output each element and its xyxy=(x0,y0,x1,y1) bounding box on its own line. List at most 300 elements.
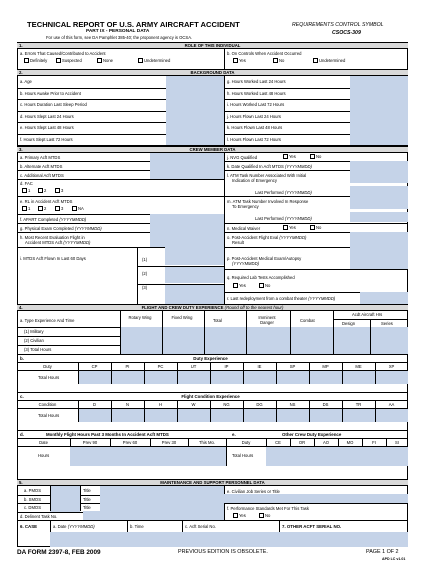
col-imminent: Imminent Danger xyxy=(258,315,276,325)
other-duty-col: Duty xyxy=(241,440,251,445)
option-label: No xyxy=(279,58,285,63)
checkbox[interactable] xyxy=(38,188,43,193)
case-time-field[interactable] xyxy=(127,532,182,547)
divider xyxy=(210,400,211,422)
duty-cell[interactable] xyxy=(342,370,375,384)
rl-2[interactable] xyxy=(38,206,46,211)
background-field-left[interactable] xyxy=(166,76,224,88)
mos-title-label: Title xyxy=(83,488,91,493)
duty-col: IE xyxy=(257,364,262,369)
checkbox[interactable] xyxy=(310,154,315,159)
experience-cell[interactable] xyxy=(120,345,162,354)
rl-3[interactable] xyxy=(55,206,63,211)
monthly-cell[interactable] xyxy=(70,446,110,466)
acft-serial-field[interactable] xyxy=(182,532,279,547)
section-2-number: 2. xyxy=(19,70,23,75)
checkbox[interactable] xyxy=(72,206,77,211)
col-combat: Combat xyxy=(300,318,315,323)
experience-cell[interactable] xyxy=(120,336,162,345)
divider xyxy=(204,311,205,354)
condition-cell[interactable] xyxy=(78,408,111,422)
medical-waiver-label: n. Medical Waiver xyxy=(227,226,261,231)
atm-response-field[interactable] xyxy=(350,196,408,209)
condition-cell[interactable] xyxy=(276,408,309,422)
divider xyxy=(144,400,145,422)
background-field-left[interactable] xyxy=(166,111,224,123)
fac-label: d. FAC xyxy=(20,181,33,186)
other-serial-label: 7. OTHER ACFT SERIAL NO. xyxy=(282,524,342,529)
case-date-text: a. Date xyxy=(53,524,67,529)
divider xyxy=(17,438,408,439)
version: APD LC v1.01 xyxy=(382,557,406,561)
section-1-title: ROLE OF THIS INDIVIDUAL xyxy=(184,43,241,48)
section-4-note: (Round off to the nearest hour) xyxy=(224,305,284,310)
checkbox[interactable] xyxy=(233,283,238,288)
divider xyxy=(224,76,225,145)
duty-cell[interactable] xyxy=(276,370,309,384)
monthly-hours-label: Hours xyxy=(38,453,50,458)
section-4-title xyxy=(17,305,408,311)
col-series: Series xyxy=(381,321,393,326)
option-label: Yes xyxy=(289,225,296,230)
duty-cell[interactable] xyxy=(78,370,111,384)
divider xyxy=(111,362,112,384)
condition-col: TR xyxy=(355,402,362,407)
experience-cell[interactable] xyxy=(246,327,290,336)
other-duty-cell[interactable] xyxy=(314,446,338,466)
errors-label: a. Errors That Caused/Contributed to Accident xyxy=(20,51,106,56)
experience-cell[interactable] xyxy=(246,336,290,345)
section-4-title-text: FLIGHT AND CREW DUTY EXPERIENCE xyxy=(141,305,224,310)
form-instruction: For use of this form, see DA Pamphlet 385-40; the proponent agency is OCSA. xyxy=(46,35,193,40)
section-1-number: 1. xyxy=(19,43,23,48)
mos-label: c. DMOS xyxy=(24,505,41,510)
section-3-title: CREW MEMBER DATA xyxy=(189,147,236,152)
experience-cell[interactable] xyxy=(290,327,333,336)
evaluation-field[interactable] xyxy=(150,232,224,247)
checkbox[interactable] xyxy=(24,58,29,63)
civilian-series-field[interactable] xyxy=(224,494,408,503)
requirements-label: REQUIREMENTS CONTROL SYMBOL xyxy=(292,22,384,28)
other-duty-col: MO xyxy=(346,440,354,445)
divider xyxy=(375,400,376,422)
mos-label: a. PMOS xyxy=(24,488,41,493)
background-field-left[interactable] xyxy=(166,99,224,111)
condition-title: Flight Condition Experience xyxy=(181,394,240,399)
section-5-title: MAINTENANCE AND SUPPORT PERSONNEL DATA xyxy=(160,480,265,485)
background-field-right[interactable] xyxy=(350,88,408,100)
evaluation-label-2 xyxy=(25,240,90,245)
option-label: No xyxy=(316,154,322,159)
duty-total-hours: Total Hours xyxy=(38,375,60,380)
atm-response-date-field[interactable] xyxy=(350,212,408,222)
duty-cell[interactable] xyxy=(111,370,144,384)
checkbox[interactable] xyxy=(55,206,60,211)
mtds-flown-field-1[interactable] xyxy=(165,247,224,265)
condition-cell[interactable] xyxy=(243,408,276,422)
atm-initial-label-1: l. ATM Task Number Associated With Initial xyxy=(227,173,307,178)
atm-initial-performed xyxy=(255,190,312,195)
option-label: 2 xyxy=(44,188,47,193)
background-field-right[interactable] xyxy=(350,99,408,111)
checkbox[interactable] xyxy=(138,58,143,63)
divider xyxy=(17,408,408,409)
form-number: DA FORM 2397-8, FEB 2009 xyxy=(17,549,101,556)
type-experience-label: a. Type Experience And Time xyxy=(20,318,75,323)
condition-col: N xyxy=(125,402,130,407)
section-1-bar xyxy=(17,42,408,49)
checkbox[interactable] xyxy=(283,154,288,159)
option-label: 1 xyxy=(28,206,31,211)
atm-initial-field[interactable] xyxy=(350,170,408,183)
apart-field[interactable] xyxy=(150,214,224,223)
background-field-left[interactable] xyxy=(166,122,224,134)
divider xyxy=(17,400,408,401)
form-title: TECHNICAL REPORT OF U.S. ARMY AIRCRAFT ACCIDENT xyxy=(27,20,240,29)
monthly-number: d. xyxy=(20,432,24,437)
option-label: Yes xyxy=(239,513,246,518)
divider xyxy=(243,362,244,384)
alternate-acft-field[interactable] xyxy=(150,161,224,170)
condition-col: NG xyxy=(223,402,230,407)
experience-cell[interactable] xyxy=(120,327,162,336)
checkbox[interactable] xyxy=(233,58,238,63)
divider xyxy=(177,400,178,422)
condition-col: W xyxy=(191,402,196,407)
monthly-cell[interactable] xyxy=(150,446,188,466)
mtds-row-3: (3) xyxy=(142,285,148,290)
col-design: Design xyxy=(342,321,356,326)
background-label-left: c. Hours Duration Last Sleep Period xyxy=(20,102,87,107)
perf-no[interactable] xyxy=(259,513,270,518)
background-label-right: g. Hours Worked Last 24 Hours xyxy=(227,79,286,84)
controls-no[interactable] xyxy=(273,58,284,63)
divider xyxy=(290,311,291,354)
checkbox[interactable] xyxy=(310,225,315,230)
flight-eval-result: Result xyxy=(232,240,244,245)
checkbox[interactable] xyxy=(273,58,278,63)
divider xyxy=(342,362,343,384)
divider xyxy=(17,370,408,371)
errors-none[interactable] xyxy=(97,58,113,63)
primary-acft-field[interactable] xyxy=(150,153,224,161)
option-label: No xyxy=(265,513,271,518)
rl-label: e. RL in Accident Acft MTDS xyxy=(20,199,73,204)
errors-undetermined[interactable] xyxy=(138,58,170,63)
duty-cell[interactable] xyxy=(144,370,177,384)
perf-yes[interactable] xyxy=(233,513,246,518)
rl-na[interactable] xyxy=(72,206,84,211)
physical-field[interactable] xyxy=(150,223,224,232)
other-duty-cell[interactable] xyxy=(386,446,408,466)
condition-col: DG xyxy=(256,402,263,407)
experience-cell[interactable] xyxy=(162,345,204,354)
divider xyxy=(17,392,408,393)
redeployment-field[interactable] xyxy=(360,292,408,304)
duty-col: SP xyxy=(289,364,296,369)
other-serial-field[interactable] xyxy=(279,532,408,547)
performed-text: Last Performed xyxy=(255,190,284,195)
page-number: PAGE 1 OF 2 xyxy=(366,549,399,555)
duty-cell[interactable] xyxy=(375,370,408,384)
medical-exam-label: p. Post-Accident Medical Exam/Autopsy xyxy=(227,256,302,261)
other-duty-total-label: Total Hours xyxy=(232,453,254,458)
condition-cell[interactable] xyxy=(111,408,144,422)
background-field-right[interactable] xyxy=(350,111,408,123)
duty-title: Duty Experience xyxy=(193,356,228,361)
mos-field[interactable] xyxy=(50,495,80,504)
date-format: (YYYYMMDD) xyxy=(74,226,102,231)
date-format: (YYYYMMDD) xyxy=(67,524,95,529)
background-field-right[interactable] xyxy=(350,122,408,134)
monthly-cell[interactable] xyxy=(110,446,150,466)
date-qualified-label xyxy=(227,164,312,169)
experience-cell[interactable] xyxy=(333,327,370,336)
performed-text: Last Performed xyxy=(255,216,284,221)
controls-yes[interactable] xyxy=(233,58,246,63)
checkbox[interactable] xyxy=(22,206,27,211)
divider xyxy=(276,362,277,384)
case-label: 6. CASE xyxy=(20,524,38,529)
checkbox[interactable] xyxy=(283,225,288,230)
lab-no[interactable] xyxy=(259,283,270,288)
mtds-row-1: (1) xyxy=(142,257,148,262)
waiver-no[interactable] xyxy=(310,225,321,230)
checkbox[interactable] xyxy=(313,58,318,63)
mtds-flown-field-3[interactable] xyxy=(165,284,224,304)
experience-cell[interactable] xyxy=(370,345,408,354)
mos-field[interactable] xyxy=(50,503,80,512)
other-duty-cell[interactable] xyxy=(338,446,362,466)
atm-response-label-1: m. ATM Task Number Involved In Response xyxy=(227,199,309,204)
checkbox[interactable] xyxy=(259,283,264,288)
divider xyxy=(243,400,244,422)
date-format: (YYYYMMDD) xyxy=(59,217,87,222)
experience-cell[interactable] xyxy=(290,336,333,345)
redeployment-label xyxy=(227,296,335,301)
checkbox[interactable] xyxy=(55,188,60,193)
date-format: (YYYYMMDD) xyxy=(63,240,91,245)
apart-text: f. APART Completed xyxy=(20,217,59,222)
case-time-label: b. Time xyxy=(130,524,144,529)
other-duty-cell[interactable] xyxy=(266,446,290,466)
other-duty-cell[interactable] xyxy=(362,446,386,466)
atm-initial-label-2: Indication of Emergency xyxy=(232,178,277,183)
background-field-right[interactable] xyxy=(350,76,408,88)
other-duty-number: e. xyxy=(232,432,236,437)
condition-cell[interactable] xyxy=(210,408,243,422)
case-date-field[interactable] xyxy=(50,532,127,547)
apart-label xyxy=(20,217,86,222)
flight-eval-text: o. Post-Accident Flight Eval xyxy=(227,235,279,240)
condition-col: D xyxy=(92,402,97,407)
checkbox[interactable] xyxy=(233,513,238,518)
nvg-no[interactable] xyxy=(310,154,321,159)
mtds-flown-field-2[interactable] xyxy=(165,266,224,283)
checkbox[interactable] xyxy=(56,58,61,63)
section-5-number: 5. xyxy=(19,480,23,485)
experience-cell[interactable] xyxy=(162,327,204,336)
atm-response-label-2: To Emergency xyxy=(232,204,259,209)
divider xyxy=(17,354,408,355)
duty-cell[interactable] xyxy=(243,370,276,384)
section-4-number: 4. xyxy=(19,305,23,310)
condition-cell[interactable] xyxy=(342,408,375,422)
mos-field[interactable] xyxy=(50,486,80,495)
duty-col: UT xyxy=(190,364,197,369)
errors-definitely[interactable] xyxy=(24,58,47,63)
condition-col: H xyxy=(158,402,163,407)
divider xyxy=(78,400,79,422)
civilian-series-label: e. Civilian Job Series or Title xyxy=(227,489,280,494)
duty-cell[interactable] xyxy=(309,370,342,384)
experience-cell[interactable] xyxy=(204,336,246,345)
experience-cell[interactable] xyxy=(370,336,408,345)
form-part: PART IX - PERSONAL DATA xyxy=(86,29,150,34)
delinent-task-field[interactable] xyxy=(83,511,224,520)
mos-title-label: Title xyxy=(83,505,91,510)
section-2-title: BACKGROUND DATA xyxy=(190,70,235,75)
medical-exam-format: (YYYYMMDD) xyxy=(232,261,259,266)
checkbox[interactable] xyxy=(22,188,27,193)
performance-label: f. Performance Standards Met For This Task xyxy=(227,506,309,511)
flight-eval-field[interactable] xyxy=(350,232,408,247)
duty-cell[interactable] xyxy=(210,370,243,384)
condition-head-label: Condition xyxy=(38,402,57,407)
fac-3[interactable] xyxy=(55,188,63,193)
divider xyxy=(375,362,376,384)
option-label: Suspected xyxy=(62,58,82,63)
experience-cell[interactable] xyxy=(162,336,204,345)
experience-cell[interactable] xyxy=(204,327,246,336)
divider xyxy=(177,362,178,384)
mos-title-field[interactable] xyxy=(100,486,224,495)
lab-tests-label: q. Required Lab Tests Accomplished xyxy=(227,275,295,280)
condition-col: AA xyxy=(388,402,395,407)
divider xyxy=(111,400,112,422)
primary-acft-label: a. Primary Acft MTDS xyxy=(20,155,61,160)
divider xyxy=(144,362,145,384)
medical-exam-field[interactable] xyxy=(350,247,408,269)
divider xyxy=(17,446,408,447)
errors-suspected[interactable] xyxy=(56,58,82,63)
date-qualified-field[interactable] xyxy=(350,161,408,170)
option-label: Yes xyxy=(239,58,246,63)
rl-1[interactable] xyxy=(22,206,30,211)
additional-acft-label: c. Additional Acft MTDS xyxy=(20,173,64,178)
condition-cell[interactable] xyxy=(144,408,177,422)
nvg-label: j. NVG Qualified xyxy=(227,155,258,160)
date-format: (YYYYMMDD) xyxy=(279,235,307,240)
duty-cell[interactable] xyxy=(177,370,210,384)
date-format: (YYYYMMDD) xyxy=(308,296,336,301)
checkbox[interactable] xyxy=(38,206,43,211)
background-label-left: f. Hours Slept Last 72 Hours xyxy=(20,136,73,142)
other-duty-col: CE xyxy=(275,440,281,445)
background-field-left[interactable] xyxy=(166,88,224,100)
date-format: (YYYYMMDD) xyxy=(284,216,312,221)
additional-acft-field[interactable] xyxy=(150,170,224,179)
background-label-right: i. Hours Worked Last 72 Hours xyxy=(227,102,285,107)
condition-col: NS xyxy=(289,402,296,407)
experience-cell[interactable] xyxy=(246,345,290,354)
alternate-acft-label: b. Alternate Acft MTDS xyxy=(20,164,63,169)
background-label-right: l. Hours Flown Last 72 Hours xyxy=(227,136,281,142)
background-label-left: e. Hours Slept Last 48 Hours xyxy=(20,125,74,130)
option-label: None xyxy=(103,58,114,63)
nvg-yes[interactable] xyxy=(283,154,296,159)
duty-col: PI xyxy=(125,364,130,369)
divider xyxy=(17,362,408,363)
obsolete-notice: PREVIOUS EDITION IS OBSOLETE. xyxy=(178,549,268,555)
background-field-left[interactable] xyxy=(166,134,224,146)
experience-cell[interactable] xyxy=(370,327,408,336)
background-field-right[interactable] xyxy=(350,134,408,146)
lab-yes[interactable] xyxy=(233,283,246,288)
divider xyxy=(210,362,211,384)
divider xyxy=(50,486,51,511)
mos-title-field[interactable] xyxy=(100,495,224,504)
section-2-bar xyxy=(17,69,408,76)
option-label: NA xyxy=(78,206,84,211)
section-3-bar xyxy=(17,146,408,153)
experience-cell[interactable] xyxy=(333,336,370,345)
case-date-label xyxy=(53,524,95,529)
monthly-title: Monthly Flight Hours Past 3 Months In Accident Acft MTDS xyxy=(46,432,169,437)
background-label-right: k. Hours Flown Last 48 Hours xyxy=(227,125,283,130)
monthly-col: Prev 90 xyxy=(82,440,98,445)
divider xyxy=(246,311,247,354)
divider xyxy=(17,430,408,431)
controls-undetermined[interactable] xyxy=(313,58,345,63)
divider xyxy=(120,311,121,354)
option-label: No xyxy=(265,283,271,288)
monthly-col: Prev 60 xyxy=(122,440,138,445)
background-label-left: a. Age xyxy=(20,79,32,84)
monthly-cell[interactable] xyxy=(188,446,226,466)
col-fixed: Fixed Wing xyxy=(171,315,193,320)
option-label: Definitely xyxy=(30,58,48,63)
experience-cell[interactable] xyxy=(204,345,246,354)
background-label-right: h. Hours Worked Last 48 Hours xyxy=(227,90,286,96)
divider xyxy=(78,362,79,384)
checkbox[interactable] xyxy=(259,513,264,518)
checkbox[interactable] xyxy=(97,58,102,63)
other-duty-title: Other Crew Duty Experience xyxy=(282,432,342,437)
condition-total-hours: Total Hours xyxy=(38,413,60,418)
experience-row-label: (1) Military xyxy=(24,329,44,334)
waiver-yes[interactable] xyxy=(283,225,296,230)
section-5-bar xyxy=(17,479,408,486)
atm-initial-date-field[interactable] xyxy=(350,186,408,196)
condition-cell[interactable] xyxy=(177,408,210,422)
condition-cell[interactable] xyxy=(309,408,342,422)
experience-cell[interactable] xyxy=(290,345,333,354)
experience-cell[interactable] xyxy=(333,345,370,354)
fac-1[interactable] xyxy=(22,188,30,193)
divider xyxy=(162,311,163,354)
condition-cell[interactable] xyxy=(375,408,408,422)
acft-serial-label: c. Acft Serial No. xyxy=(185,524,216,529)
experience-row-label: (2) Civilian xyxy=(24,338,44,343)
other-duty-cell[interactable] xyxy=(290,446,314,466)
other-duty-col: OR xyxy=(298,440,306,445)
redeployment-text: r. Last redeployment from a combat theater xyxy=(227,296,308,301)
option-label: 3 xyxy=(61,206,64,211)
acft-hrs-label: Acdt Aircraft Hrs xyxy=(352,312,383,317)
date-format: (YYYYMMDD) xyxy=(284,164,312,169)
fac-2[interactable] xyxy=(38,188,46,193)
